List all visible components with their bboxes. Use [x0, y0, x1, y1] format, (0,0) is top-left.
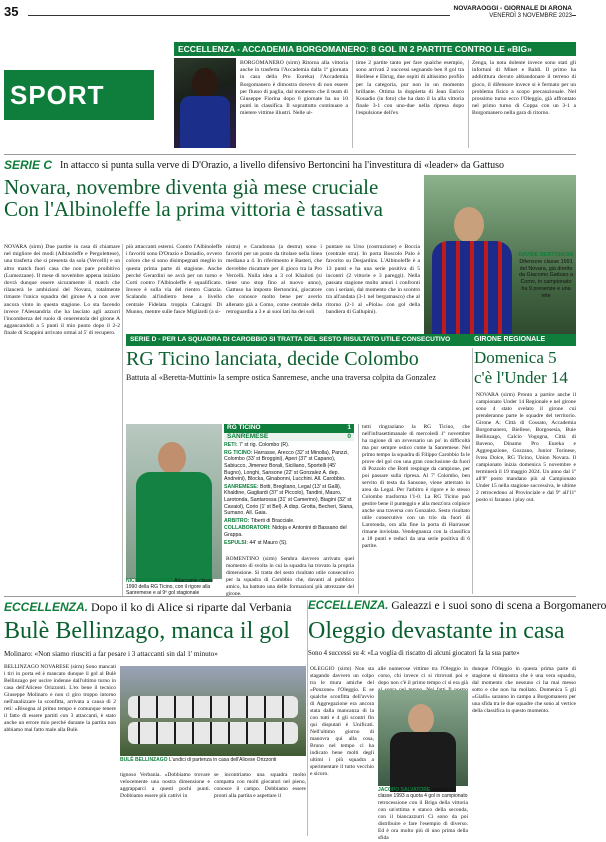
top-story-strip: ECCELLENZA - ACCADEMIA BORGOMANERO: 8 GOL IN 2 PARTITE CONTRO LE «BIG» [174, 42, 576, 56]
page-number: 35 [4, 3, 19, 19]
match-row-text: Harrasse, Arecco (32' st Minolla), Panzzi, Colombo (33' st Broggini), Aperi (37' st Capano), Sabiucco, Jimenez Borali, Siciliano, Sportelli (45' Bugno), Longhi, Sansone (22' st Gonzalez A. dep. Andreini), Blocka, Ginabonni, Lucchini. All. Carobbio. [224, 449, 349, 483]
col-divider [352, 60, 353, 148]
serie-c-tag: SERIE C [4, 158, 53, 172]
match-home-score: 1 [347, 424, 351, 431]
col-divider [122, 244, 123, 596]
serie-c-kicker-row [4, 158, 576, 172]
match-row [224, 450, 354, 483]
match-row [224, 518, 354, 525]
oleggio-kicker-row [308, 600, 606, 612]
match-row [224, 540, 354, 547]
bellinzago-team-photo [120, 666, 306, 756]
kouadio-photo [174, 58, 236, 148]
match-home-team: RG TICINO [227, 424, 261, 431]
girone-regionale-strip: GIRONE REGIONALE [470, 334, 576, 346]
match-away-row [224, 433, 354, 442]
rg-ticino-headline: RG Ticino lanciata, decide Colombo [126, 348, 419, 370]
section-divider [4, 154, 576, 155]
colombo-photo [126, 424, 222, 579]
oleggio-subhead: Sono 4 successi su 4: «La voglia di riscatto di alcuni giocatori fa la sua parte» [308, 650, 520, 657]
bellinzago-category: ECCELLENZA. [4, 600, 88, 614]
oleggio-headline: Oleggio devastante in casa [308, 618, 565, 644]
match-row [224, 484, 354, 517]
bellinzago-col-3: se incontriamo una squadra molto compatta con molti giocatori nel pieno, conosce il campo. Dobbiamo essere pronti alla partita e aspettare il [214, 772, 306, 799]
serie-c-col-3: nistra) e Caradonna (a destra) sono i favoriti per un posto da titolare nella linea mediana a 4. In riferimento è Basteri, che dovrebbe riscattare per il gioco tra la Pro Vercelli. Nulla idea a 3 col Khailoti (si tiene uno stop fino al nuovo anno), Gattuso ha imposto Bertoncini, giocatore che conosce molto bene per averlo allenato già a Como, come centrale della retroguardia a 3 e ai suoi lati ha dei soli [226, 244, 322, 315]
match-row-label: ESPULSI: [224, 539, 248, 546]
bellinzago-headline: Bulè Bellinzago, manca il gol [4, 618, 290, 644]
section-divider [4, 596, 576, 597]
bertoncini-caption-name: DAVIDE BERTONCINI [518, 252, 574, 258]
bellinzago-kicker: Dopo il ko di Alice si riparte dal Verbania [91, 600, 292, 614]
bertoncini-caption-text: Difensore classe 1991 del Novara, già diretto da Giacomo Gattuso a Como, in campionato ha 9 presenze e una rete [519, 258, 573, 299]
bellinzago-kicker-row [4, 600, 304, 615]
salvatore-caption-name: JACOPO SALVATORE [378, 787, 431, 793]
match-row-label: COLLABORATORI: [224, 525, 271, 532]
oleggio-col-1: OLEGGIO (sirm) Non sta stagando davvero un colpo tra le mura amiche del «Ponzone» l'Oleggio. E se qualche sconfitta dell'avvio di Aggregazione era ancora stata dalla mancanza di la con tutti e 4 gli scontri fin qui disputati è Unificati. Nell'ultimo giorno di manovra qui alla cosa, Bruno nel tempo ci ha indicato bene molti degli ultimi i più squadra a sperimentare il tutto vecchio e sicuro. [310, 666, 374, 777]
serie-c-headline [4, 176, 424, 220]
masthead [450, 5, 572, 19]
bellinzago-col-2: tignoso Verbania. «Dobbiamo trovare velocemente una nostra dimensione e aggrapparci a questi pochi punti. Dobbiamo essere più cattivi in [120, 772, 210, 799]
bellinzago-caption [120, 757, 306, 763]
oleggio-category: ECCELLENZA. [308, 600, 389, 612]
salvatore-caption [378, 787, 468, 799]
oleggio-kicker: Galeazzi e i suoi sono di scena a Borgomanero [391, 600, 606, 612]
match-away-score: 0 [347, 432, 351, 440]
top-story-col-2: time 2 partite tanto per fare qualche esempio, sono arrivati 2 successi segnando ben 8 gol tra Biellese e Ebrug, due ospiti di altissimo profilo per la categoria, pur non in un momento brillante. Ottima la doppietta di Jean Enrico Kouadio (in foto) che ha dato il la alla vittoria finale 3-1 con uno-due nella ripresa dopo l'espulsione dell'ex [356, 60, 464, 117]
col-divider [472, 348, 473, 594]
match-row-label: RETI: [224, 442, 238, 449]
serie-c-col-1: NOVARA (sirm) Due partite in casa di chiamare nel migliore dei modi (Albinoleffe e Pergolettese), una trasferta che si presenta da sola (Vercelli) e un altro match fuori casa che non pare proibitivo (Lumezzane). Il mese di novembre appena iniziato dovrà dunque essere sicuramente il match che rilancerà le ambizioni del Novara, totalmente rimaste l'unica squadra del girone A a non aver ancora vinto in questa stagione. Lo sta facendo invece l'Alessandria che ha lasciato agli azzurri l'incomberza del ruolo di cenerentola del girone A aggancandoli a 5 punti il mio punto dopo il 2-2 finale di Scappini arrivato ormai al 5' di recupero. [4, 244, 120, 337]
match-row-text: Botti, Bregliano, Legal (13' st Galli), Khaldine, Gagliardi (37' st Piccolo), Tandini, Mauro, Larotonda, Santarossa (31' st Camerino), Biagini (32' st Cavaiol), Corio (1' st Bel). A disp. Grotta, Becheri, Siana, Sumano. All. Gaia. [224, 483, 354, 517]
bertoncini-caption [517, 252, 575, 300]
match-row-label: ARBITRO: [224, 517, 250, 524]
salvatore-caption-text: Attaccante classe 1993 a quota 4 gol in campionato [378, 787, 468, 799]
oleggio-col-2: alle numerose vittime tra l'Oleggio in corso, chi invece ci si ritrovati poi e dopo non c'è il primo tempo ci si era già [378, 666, 468, 686]
rg-ticino-strip: SERIE D - PER LA SQUADRA DI CAROBBIO SI TRATTA DEL SESTO RISULTATO UTILE CONSECUTIVO [126, 334, 470, 346]
match-row [224, 442, 354, 449]
match-row-label: SANREMESE: [224, 483, 259, 490]
salvatore-photo [378, 690, 468, 786]
bellinzago-col-1: BELLINZAGO NOVARESE (sirm) Sono mancati i tiri in porta ed è mancato dunque il gol al Bulè Bellinzago per uscire indenne dall'ultimo turno in casa dell'Alicese Orizzonti. L'ex bene il tecnico Giuseppe Molinaro e non ci giro troppo intorno nell'analizzare la sconfitta, arrivata a causa di 2 reti: «Bisogna al primo tempo e comunque tenere il fatto di essere partiti con 3 attaccanti, è stato anche un errore mio perché durante la partita non abbiamo mai fatto male alla Bulè. [4, 664, 116, 733]
section-label: SPORT [4, 70, 154, 120]
colombo-caption-text: Attaccante classe 1990 della RG Ticino, con il rigore alla Sanremese e al 9º gol stagionale [126, 578, 214, 596]
match-row-text: Tiberti di Bracciale. [250, 517, 295, 524]
under14-headline: Domenica 5 c'è l'Under 14 [474, 348, 568, 387]
rg-ticino-col-mid: ROMENTINO (sirm) Sembra davvero arrivato quel momento di svolta in cui la squadra ha trovato la propria dimensione. Si tratta del sesto risultato utile consecutivo per la squadra di Carobbio che, davanti al pubblico amico, ha battuto una delle formazioni più attrezzate del girone. [226, 556, 354, 597]
serie-c-headline-line-1: Novara, novembre diventa già mese cruciale [4, 175, 379, 199]
top-story-col-1: BORGOMANERO (sirm) Ritorna alla vittoria anche in trasferta l'Accademia dalla 1ª giornata in casa della Pro Eureka) l'Accademia Borgomanero è dimostra dovevo di non essere per flusso di paglia, dal momento che il team di Giuseppe Fiorina dopo 6 giornate ha no 10 punti in classifica. Il soprattutto continuare a mietere vittime illustri. Nelle ul- [240, 60, 348, 117]
masthead-title: NOVARAOGGI - GIORNALE DI ARONA [453, 5, 572, 12]
oleggio-col-4: dunque l'Oleggio in questa prima parte di stagione si dimostra che è una vera squadra, dal momento che nessuno ci ha mai messo sotto e che non ha mollato. Domenica 5 gli «Gialli» saranno in campo a Borgomanero per una sfida tra le due squadre che sono al vertice della classifica in questo momento. [472, 666, 576, 714]
match-row-text: Nidoja e Antonini di Bassano del Grappa. [224, 525, 347, 538]
serie-c-col-4: puntare su Urso (costruzione) e Boccia (centrale stra). In porta Boscolo Palo è favorito su Desjardins. L'Albinoleffe è a 13 punti e ha una serie positiva di 5 incontri (2 vittorie e 3 pareggi). Nella passata stagione molto amuri i confronti con i seriani, dal momento che in scontro tra all'andata (3-1 nel bergamasco) che al ritorno (2-1 al «Piola» con gol della bandiera di Gallupini). [326, 244, 420, 315]
match-row [224, 525, 354, 538]
match-table [224, 424, 354, 546]
rg-ticino-subhead: Battuta al «Beretta-Muttini» la sempre ostica Sanremese, anche una traversa colpita da Gonzalez [126, 373, 436, 382]
top-story-col-3: Zenga, la nota dolente invece sono stati gli infortuni di Minet e Baldi. Il primo ha addirittura dovuto abbandonare il terreno di gioco, il difensore invece si è fermato per un problema fisico a scopo precauzionale. Nel prossimo turno ecco l'Oleggio, già affrontato nel primo turno di Coppa con un 3-1 a Borgomanero nella gara di ritorno. [472, 60, 576, 117]
page-header [4, 4, 576, 18]
section-label-box [4, 70, 154, 120]
bellinzago-subhead: Molinaro: «Non siamo riusciti a far pesare i 3 attaccanti sin dal 1' minuto» [4, 650, 218, 658]
colombo-caption [126, 578, 222, 596]
match-row-label: RG TICINO: [224, 449, 253, 456]
serie-c-kicker: In attacco si punta sulla verve di D'Orazio, a livello difensivo Bertoncini ha l'investitura di «leader» da Gattuso [60, 159, 505, 171]
col-divider [468, 60, 469, 148]
oleggio-col-3: retrocessione con il Briga della vittoria con un'ottima e stanco della seconda, con il biancazzurri Ci sono da poi distribuire e fare l'esempio di diverso. Ed è ora molto più di uno prima della sfida [378, 800, 468, 841]
serie-c-headline-line-2: Con l'Albinoleffe la prima vittoria è tassativa [4, 197, 383, 221]
serie-c-col-2: più attaccanti esterni. Contro l'Albinoleffe i favoriti sono D'Orazio e Donadio, ovvero coloro che si sono disimpegnati meglio in questa prima parte di stagione. Anche perché Gerardini ne avrà per un turno e Corti contro l'Albinoleffe è squalificato. Invece è sulla via del rientro Cianzia. Scalando all'indietro bene a livello centrale Fidelata troppia Calcagni Di Munno, mentre sulle fasce Migliardi (a si- [126, 244, 222, 315]
under14-body: NOVARA (sirm) Pronto a partire anche il campionato Under 14 Regionale e nel girone sono 4 stato svelato il girone cui prenderanno parte le squadre del territorio. Girone A: Città di Cossato, Accademia Borgomanero, Biellese, Borgosesia, Buie Bellinzago, Calcio Vogogna, Città di Baveno, Dinamo Pro Eureka e Aggregazione, Gozzano, Junior Torinese, Ivrea Dolce, RG Ticino, Union Novara. Il campionato inizia domenica 5 novembre e terminerà il 19 maggio 2024. Un anno dal 1º all'8º posto mandano più al Campionato Under 15 nella stagione successiva, le ultime 2 retrocedono al Provinciale e dal 9º all'11º posto si faranno i play out. [476, 392, 576, 503]
bellinzago-caption-text: L'undici di partenza in casa dell'Alicese Orizzonti [168, 757, 277, 763]
bellinzago-caption-name: BULÈ BELLINZAGO [120, 757, 168, 763]
match-row-text: 7' st rig. Colombo (R). [239, 442, 290, 449]
masthead-date: VENERDÌ 3 NOVEMBRE 2023 [489, 12, 572, 19]
match-home-row [224, 424, 354, 433]
colombo-caption-name: NICOLÒ COLOMBO [126, 578, 173, 584]
rg-ticino-col-right: tutti ringraziano la RG Ticino, che nell'infrasettimanale di mercoledì 1º novembre ha ragione di un avversario un po' in difficoltà ma pur sempre ostico come la Sanremese. Nel primo tempo la squadra di Filippo Carobbio fa le prove del gol con una gran conclusione da fuori di Pozzolo che Botti respinge da campione, per poi passare sulla ripresa. Al 7' Colombo, ben servito di testa da Sansone, viene atterrato in area da Legal. Per l'arbitro è rigore e lo stesso Colombo trasforma l'1-0. La RG Ticino può gestire bene il punteggio e alla mezz'ora colpisce anche una traversa con Gonzalez. Sesto risultato utile consecutivo con un trio da fuori di Larotonda, ora alla fine la porta di Harrasser rimane inviolata. Vendegnanza con la classifica a 18 punti e reduci da una serie positiva di 6 partite. [362, 424, 470, 549]
match-row-text: 44' st Mauro (S). [249, 539, 288, 546]
match-away-team: SANREMESE [227, 432, 269, 440]
col-divider [358, 424, 359, 594]
